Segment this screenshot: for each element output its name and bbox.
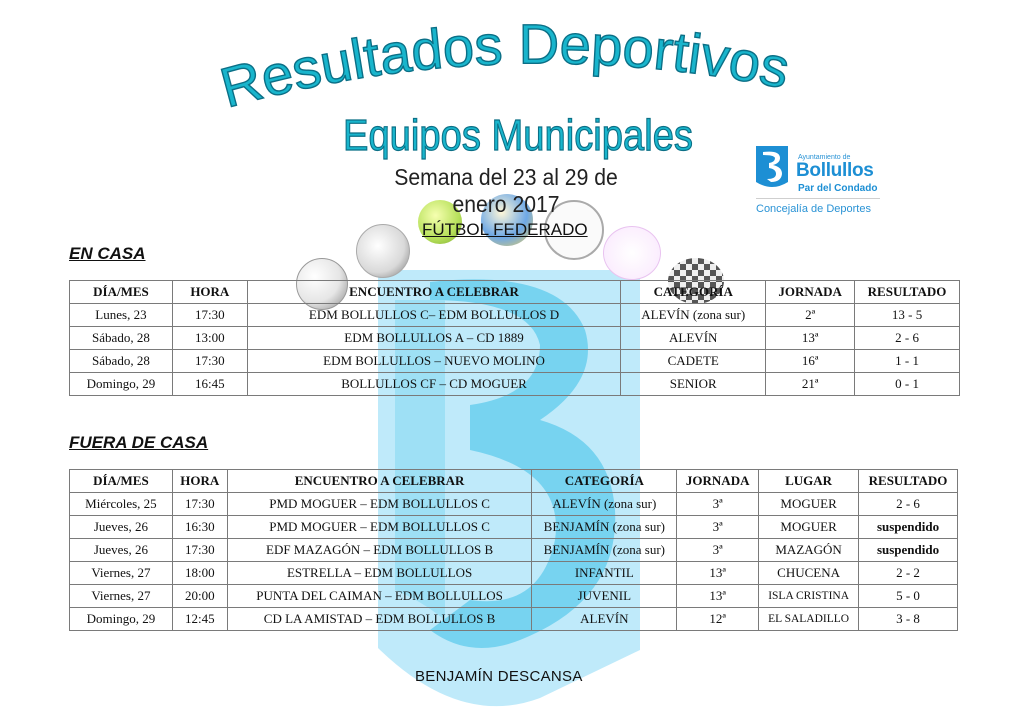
match-cell: ESTRELLA – EDM BOLLULLOS <box>227 562 532 585</box>
venue-cell: MOGUER <box>759 516 859 539</box>
venue-cell: MOGUER <box>759 493 859 516</box>
table-row <box>70 493 958 516</box>
match-cell: PUNTA DEL CAIMAN – EDM BOLLULLOS <box>227 585 532 608</box>
time-cell: 17:30 <box>172 493 227 516</box>
time-cell: 12:45 <box>172 608 227 631</box>
table-row <box>70 608 958 631</box>
time-cell: 17:30 <box>172 350 247 373</box>
municipality-logo <box>752 140 922 220</box>
result-cell: suspendido <box>859 516 958 539</box>
table-row <box>70 350 960 373</box>
logo-divider <box>756 198 880 199</box>
table-header-row <box>70 470 958 493</box>
venue-cell: MAZAGÓN <box>759 539 859 562</box>
match-cell: PMD MOGUER – EDM BOLLULLOS C <box>227 516 532 539</box>
column-header: LUGAR <box>759 470 859 493</box>
time-cell: 18:00 <box>172 562 227 585</box>
round-cell: 3ª <box>677 493 759 516</box>
match-cell: EDM BOLLULLOS – NUEVO MOLINO <box>247 350 621 373</box>
venue-cell: CHUCENA <box>759 562 859 585</box>
category-cell: BENJAMÍN (zona sur) <box>532 516 677 539</box>
round-cell: 3ª <box>677 516 759 539</box>
date-cell: Viernes, 27 <box>70 562 173 585</box>
round-cell: 13ª <box>766 327 855 350</box>
logo-subtitle: Par del Condado <box>798 183 878 194</box>
time-cell: 16:45 <box>172 373 247 396</box>
table-header-row <box>70 281 960 304</box>
bollullos-b-icon <box>754 144 790 188</box>
column-header: JORNADA <box>766 281 855 304</box>
time-cell: 16:30 <box>172 516 227 539</box>
table-row <box>70 373 960 396</box>
category-cell: INFANTIL <box>532 562 677 585</box>
rhythmic-gymnastics-icon <box>603 226 661 280</box>
category-cell: ALEVÍN <box>532 608 677 631</box>
match-cell: CD LA AMISTAD – EDM BOLLULLOS B <box>227 608 532 631</box>
logo-small-text: Ayuntamiento de <box>798 154 851 161</box>
result-cell: 2 - 6 <box>855 327 960 350</box>
date-cell: Jueves, 26 <box>70 539 173 562</box>
table-row <box>70 585 958 608</box>
away-matches-table <box>69 469 958 631</box>
match-cell: EDF MAZAGÓN – EDM BOLLULLOS B <box>227 539 532 562</box>
footer-note: BENJAMÍN DESCANSA <box>415 668 583 685</box>
date-cell: Domingo, 29 <box>70 608 173 631</box>
column-header: ENCUENTRO A CELEBRAR <box>247 281 621 304</box>
result-cell: 1 - 1 <box>855 350 960 373</box>
round-cell: 2ª <box>766 304 855 327</box>
match-cell: PMD MOGUER – EDM BOLLULLOS C <box>227 493 532 516</box>
match-cell: EDM BOLLULLOS C– EDM BOLLULLOS D <box>247 304 621 327</box>
away-heading: FUERA DE CASA <box>69 433 209 452</box>
round-cell: 3ª <box>677 539 759 562</box>
result-cell: suspendido <box>859 539 958 562</box>
date-cell: Sábado, 28 <box>70 350 173 373</box>
date-cell: Domingo, 29 <box>70 373 173 396</box>
result-cell: 2 - 6 <box>859 493 958 516</box>
date-cell: Sábado, 28 <box>70 327 173 350</box>
page-title <box>200 18 820 168</box>
column-header: JORNADA <box>677 470 759 493</box>
round-cell: 13ª <box>677 585 759 608</box>
table-row <box>70 516 958 539</box>
category-cell: ALEVÍN <box>621 327 766 350</box>
time-cell: 20:00 <box>172 585 227 608</box>
category-cell: ALEVÍN (zona sur) <box>532 493 677 516</box>
round-cell: 16ª <box>766 350 855 373</box>
soccer-ball-icon <box>356 224 410 278</box>
venue-cell: EL SALADILLO <box>759 608 859 631</box>
result-cell: 0 - 1 <box>855 373 960 396</box>
category-cell: BENJAMÍN (zona sur) <box>532 539 677 562</box>
column-header: DÍA/MES <box>70 470 173 493</box>
result-cell: 3 - 8 <box>859 608 958 631</box>
match-cell: EDM BOLLULLOS A – CD 1889 <box>247 327 621 350</box>
home-heading: EN CASA <box>69 244 146 263</box>
table-row <box>70 539 958 562</box>
result-cell: 5 - 0 <box>859 585 958 608</box>
home-matches-table <box>69 280 960 396</box>
column-header: ENCUENTRO A CELEBRAR <box>227 470 532 493</box>
column-header: RESULTADO <box>859 470 958 493</box>
result-cell: 13 - 5 <box>855 304 960 327</box>
time-cell: 17:30 <box>172 304 247 327</box>
category-cell: JUVENIL <box>532 585 677 608</box>
column-header: HORA <box>172 470 227 493</box>
column-header: CATEGORÍA <box>621 281 766 304</box>
match-cell: BOLLULLOS CF – CD MOGUER <box>247 373 621 396</box>
category-cell: CADETE <box>621 350 766 373</box>
week-range: Semana del 23 al 29 de enero 2017 <box>394 164 618 217</box>
table-row <box>70 304 960 327</box>
column-header: DÍA/MES <box>70 281 173 304</box>
time-cell: 17:30 <box>172 539 227 562</box>
date-cell: Viernes, 27 <box>70 585 173 608</box>
round-cell: 12ª <box>677 608 759 631</box>
result-cell: 2 - 2 <box>859 562 958 585</box>
date-cell: Lunes, 23 <box>70 304 173 327</box>
round-cell: 21ª <box>766 373 855 396</box>
subtitle: Equipos Municipales <box>343 111 693 160</box>
table-row <box>70 327 960 350</box>
time-cell: 13:00 <box>172 327 247 350</box>
venue-cell: ISLA CRISTINA <box>759 585 859 608</box>
date-cell: Jueves, 26 <box>70 516 173 539</box>
sport-heading: FÚTBOL FEDERADO <box>422 220 588 239</box>
date-cell: Miércoles, 25 <box>70 493 173 516</box>
logo-department: Concejalía de Deportes <box>756 203 871 215</box>
column-header: RESULTADO <box>855 281 960 304</box>
column-header: HORA <box>172 281 247 304</box>
round-cell: 13ª <box>677 562 759 585</box>
svg-text:Resultados Deportivos: Resultados Deportivos <box>213 18 795 120</box>
column-header: CATEGORÍA <box>532 470 677 493</box>
category-cell: SENIOR <box>621 373 766 396</box>
logo-name: Bollullos <box>796 160 874 181</box>
table-row <box>70 562 958 585</box>
category-cell: ALEVÍN (zona sur) <box>621 304 766 327</box>
